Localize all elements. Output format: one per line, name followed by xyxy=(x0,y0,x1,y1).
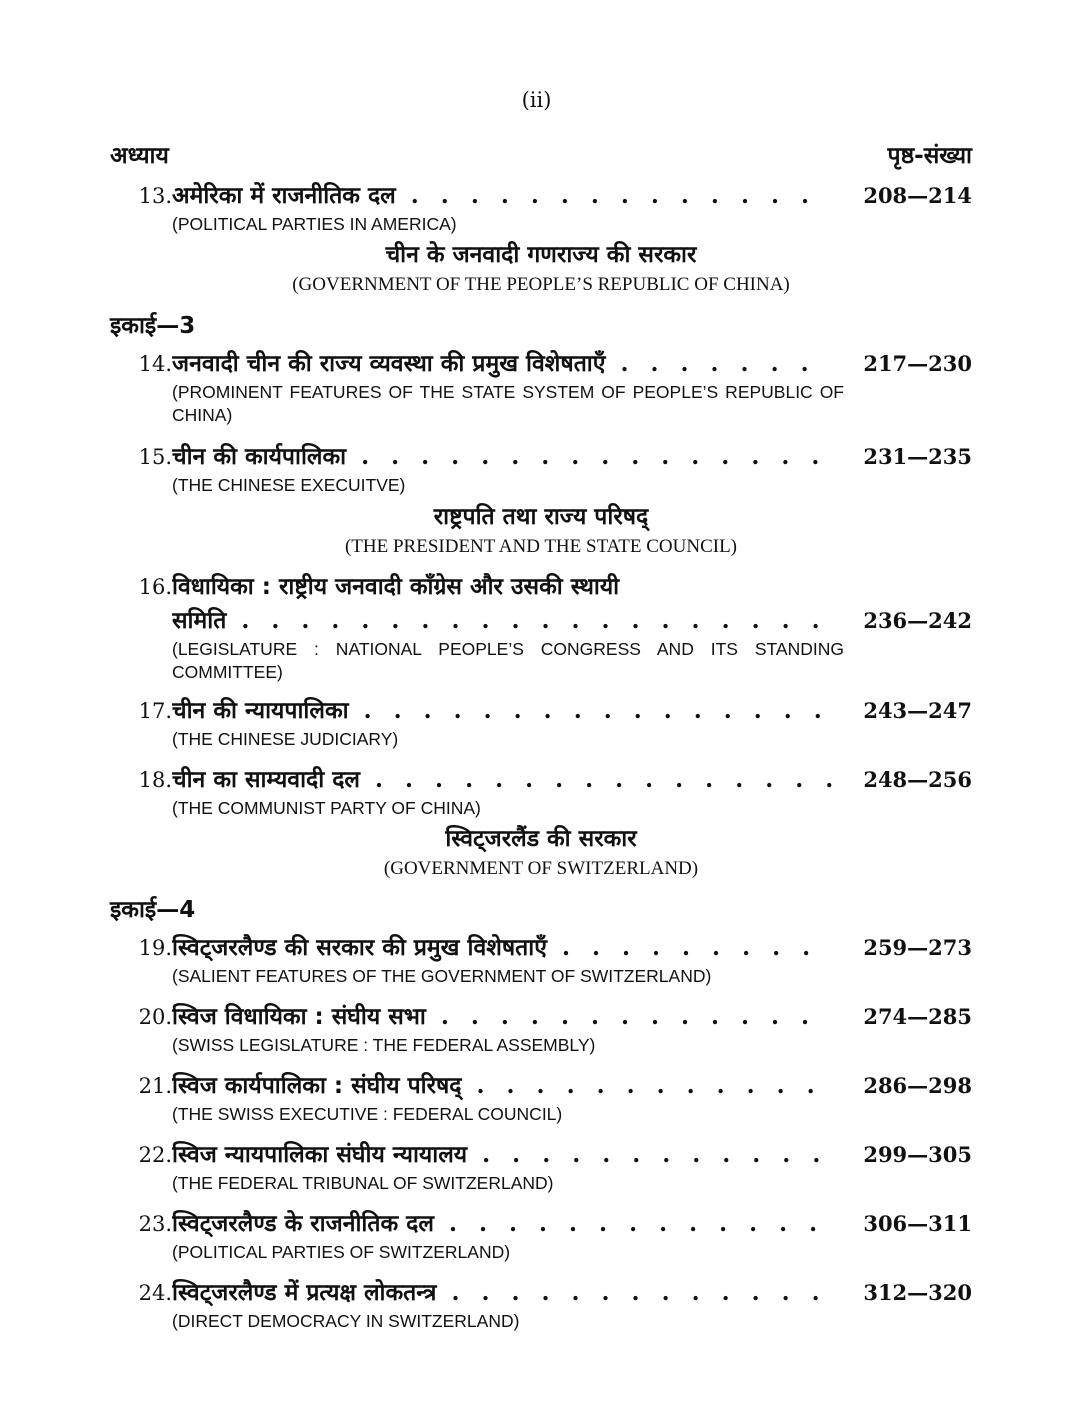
unit-label-4: इकाई—4 xyxy=(110,897,196,923)
toc-entry-19 xyxy=(110,931,972,988)
page-range: 248—256 xyxy=(863,767,972,792)
chapter-title: विधायिका : राष्ट्रीय जनवादी काँग्रेस और उसकी स्थायी xyxy=(172,574,620,600)
chapter-title-english: (SALIENT FEATURES OF THE GOVERNMENT OF SWITZERLAND) xyxy=(172,966,712,986)
chapter-title-english: (LEGISLATURE : NATIONAL PEOPLE’S CONGRESS AND ITS STANDING COMMITTEE) xyxy=(172,639,844,682)
chapter-number: 24. xyxy=(138,1281,172,1305)
chapter-title: चीन की कार्यपालिका . . . xyxy=(172,440,832,474)
toc-entry-15 xyxy=(110,440,972,497)
chapter-number: 15. xyxy=(138,445,172,469)
chapter-title: चीन का साम्यवादी दल . . . xyxy=(172,763,832,797)
chapter-title-english: (THE CHINESE JUDICIARY) xyxy=(172,729,399,749)
chapter-number: 18. xyxy=(138,768,172,792)
page-range: 274—285 xyxy=(863,1004,972,1029)
section-title-english: (GOVERNMENT OF SWITZERLAND) xyxy=(383,858,699,879)
chapter-title: स्विज न्यायपालिका संघीय न्यायालय . . . xyxy=(172,1138,832,1172)
page-column-label: पृष्ठ-संख्या xyxy=(887,143,972,169)
chapter-title-english: (SWISS LEGISLATURE : THE FEDERAL ASSEMBLY) xyxy=(172,1035,596,1055)
chapter-title-english: (THE SWISS EXECUTIVE : FEDERAL COUNCIL) xyxy=(172,1104,563,1124)
chapter-number: 23. xyxy=(138,1212,172,1236)
toc-entry-13 xyxy=(110,179,972,236)
page-range: 259—273 xyxy=(863,935,972,960)
page-range: 208—214 xyxy=(863,183,972,208)
section-heading-switzerland xyxy=(110,822,972,882)
section-heading-president xyxy=(110,500,972,560)
toc-entry-21 xyxy=(110,1069,972,1126)
chapter-title-english: (THE CHINESE EXECUITVE) xyxy=(172,475,406,495)
chapter-title-english: (POLITICAL PARTIES IN AMERICA) xyxy=(172,214,457,234)
chapter-title-english: (POLITICAL PARTIES OF SWITZERLAND) xyxy=(172,1242,511,1262)
page-range: 286—298 xyxy=(863,1073,972,1098)
chapter-number: 20. xyxy=(138,1005,172,1029)
chapter-number: 21. xyxy=(138,1074,172,1098)
chapter-title: अमेरिका में राजनीतिक दल . . . xyxy=(172,179,832,213)
chapter-title-continued: समिति . . . xyxy=(172,604,832,638)
toc-entry-24 xyxy=(110,1276,972,1333)
page-range: 217—230 xyxy=(863,351,972,376)
toc-entry-22 xyxy=(110,1138,972,1195)
section-title-hindi: राष्ट्रपति तथा राज्य परिषद् xyxy=(433,504,649,530)
page-range: 231—235 xyxy=(863,444,972,469)
section-title-hindi: चीन के जनवादी गणराज्य की सरकार xyxy=(385,242,697,268)
chapter-number: 16. xyxy=(138,575,172,599)
toc-entry-20 xyxy=(110,1000,972,1057)
chapter-title: जनवादी चीन की राज्य व्यवस्था की प्रमुख विशेषताएँ . . . xyxy=(172,347,832,381)
chapter-number: 22. xyxy=(138,1143,172,1167)
toc-header xyxy=(110,138,972,172)
section-title-hindi: स्विट्जरलैंड की सरकार xyxy=(445,826,637,852)
chapter-title: स्विट्जरलैण्ड की सरकार की प्रमुख विशेषताएँ . . . xyxy=(172,931,832,965)
chapter-number: 17. xyxy=(138,699,172,723)
chapter-title: स्विट्जरलैण्ड के राजनीतिक दल . . . xyxy=(172,1207,832,1241)
toc-entry-14 xyxy=(110,347,972,427)
page-range: 306—311 xyxy=(863,1211,972,1236)
chapter-title-english: (THE FEDERAL TRIBUNAL OF SWITZERLAND) xyxy=(172,1173,554,1193)
toc-entry-18 xyxy=(110,763,972,820)
chapter-title-english: (THE COMMUNIST PARTY OF CHINA) xyxy=(172,798,481,818)
page-number: (ii) xyxy=(521,88,552,112)
page-range: 299—305 xyxy=(863,1142,972,1167)
section-heading-china xyxy=(110,238,972,298)
chapter-title: स्विट्जरलैण्ड में प्रत्यक्ष लोकतन्त्र . . . xyxy=(172,1276,832,1310)
chapter-title-english: (PROMINENT FEATURES OF THE STATE SYSTEM OF PEOPLE’S REPUBLIC OF CHINA) xyxy=(172,382,844,425)
chapter-number: 13. xyxy=(138,184,172,208)
toc-entry-17 xyxy=(110,694,972,751)
page-range: 243—247 xyxy=(863,698,972,723)
chapter-number: 19. xyxy=(138,936,172,960)
toc-entry-23 xyxy=(110,1207,972,1264)
chapter-title: स्विज विधायिका : संघीय सभा . . . xyxy=(172,1000,832,1034)
unit-label-3: इकाई—3 xyxy=(110,313,196,339)
chapter-title: स्विज कार्यपालिका : संघीय परिषद् . . . xyxy=(172,1069,832,1103)
section-title-english: (THE PRESIDENT AND THE STATE COUNCIL) xyxy=(344,536,737,557)
toc-entry-16 xyxy=(110,570,972,684)
chapter-title: चीन की न्यायपालिका . . . xyxy=(172,694,832,728)
section-title-english: (GOVERNMENT OF THE PEOPLE’S REPUBLIC OF CHINA) xyxy=(292,274,790,295)
page-range: 236—242 xyxy=(863,608,972,633)
page-range: 312—320 xyxy=(863,1280,972,1305)
chapter-number: 14. xyxy=(138,352,172,376)
chapter-title-english: (DIRECT DEMOCRACY IN SWITZERLAND) xyxy=(172,1311,520,1331)
chapter-column-label: अध्याय xyxy=(110,143,169,169)
